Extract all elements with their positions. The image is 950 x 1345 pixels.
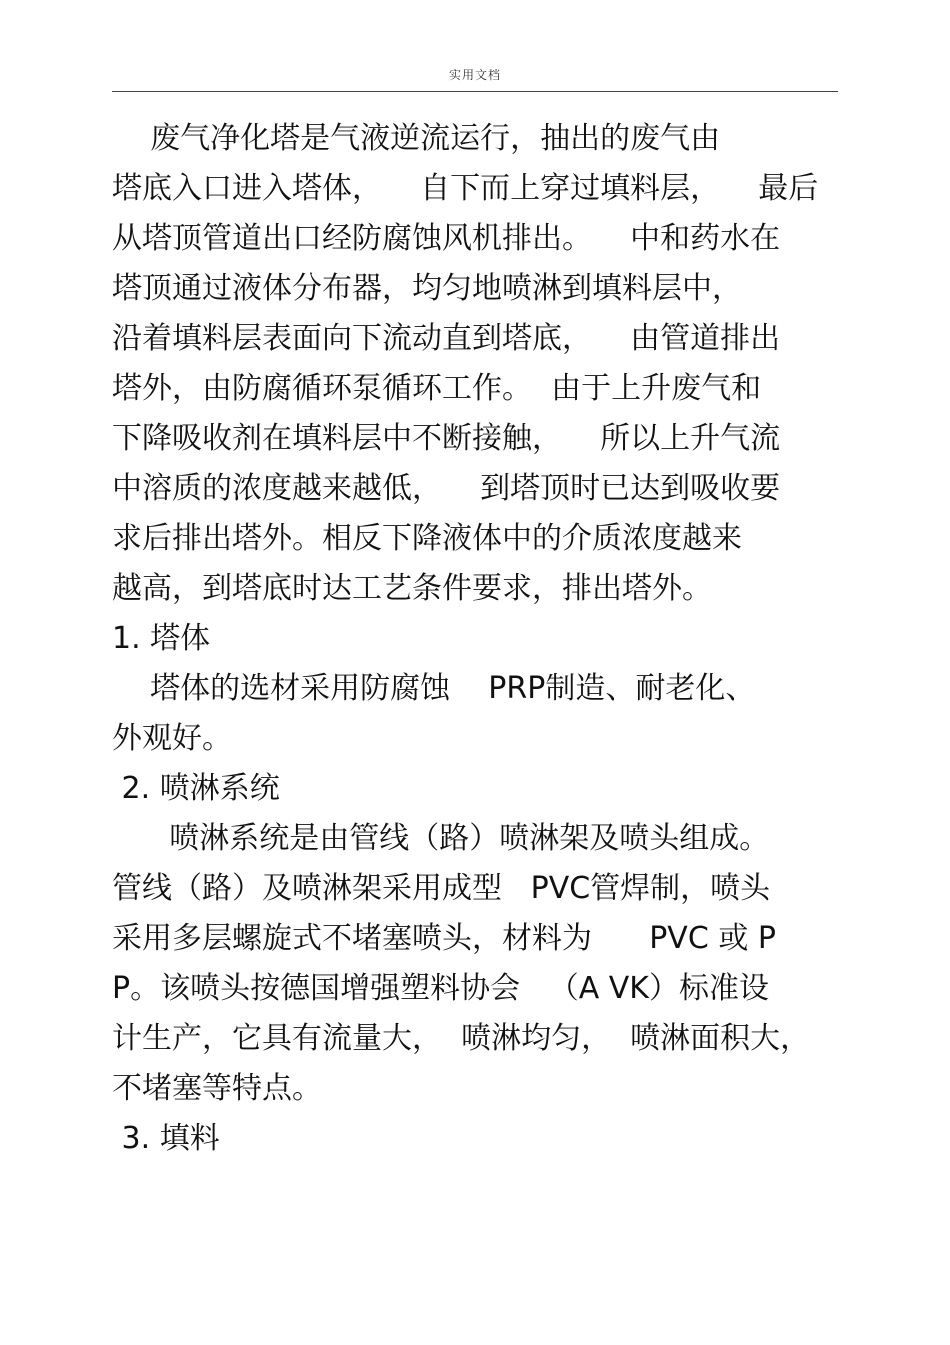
paragraph-line: 废气净化塔是气液逆流运行，抽出的废气由 (112, 121, 721, 156)
paragraph-line: 塔外，由防腐循环泵循环工作。 由于上升废气和 (112, 371, 762, 406)
paragraph-line: 喷淋系统是由管线（路）喷淋架及喷头组成。 (112, 821, 770, 856)
paragraph-line: 中溶质的浓度越来越低， 到塔顶时已达到吸收要 (112, 471, 781, 506)
paragraph-line: 求后排出塔外。相反下降液体中的介质浓度越来 (112, 521, 742, 556)
section-heading-tower-body: 1. 塔体 (112, 621, 211, 656)
paragraph-line: P。该喷头按德国增强塑料协会 （A VK）标准设 (112, 971, 769, 1006)
paragraph-line: 越高，到塔底时达工艺条件要求，排出塔外。 (112, 571, 712, 606)
paragraph-line: 计生产，它具有流量大， 喷淋均匀， 喷淋面积大， (112, 1021, 811, 1056)
paragraph-line: 从塔顶管道出口经防腐蚀风机排出。 中和药水在 (112, 221, 781, 256)
paragraph-line: 沿着填料层表面向下流动直到塔底， 由管道排出 (112, 321, 781, 356)
paragraph-line: 下降吸收剂在填料层中不断接触， 所以上升气流 (112, 421, 781, 456)
paragraph-line: 塔底入口进入塔体， 自下而上穿过填料层， 最后 (112, 171, 819, 206)
paragraph-line: 外观好。 (112, 721, 232, 756)
section-heading-packing: 3. 填料 (112, 1121, 220, 1156)
paragraph-line: 塔体的选材采用防腐蚀 PRP制造、耐老化、 (112, 671, 756, 706)
paragraph-line: 塔顶通过液体分布器，均匀地喷淋到填料层中， (112, 271, 742, 306)
paragraph-line: 管线（路）及喷淋架采用成型 PVC管焊制，喷头 (112, 871, 771, 906)
paragraph-line: 采用多层螺旋式不堵塞喷头，材料为 PVC 或 P (112, 921, 776, 956)
section-heading-spray-system: 2. 喷淋系统 (112, 771, 280, 806)
page-header: 实用文档 (448, 68, 501, 82)
paragraph-line: 不堵塞等特点。 (112, 1071, 322, 1106)
header-rule (112, 91, 838, 92)
